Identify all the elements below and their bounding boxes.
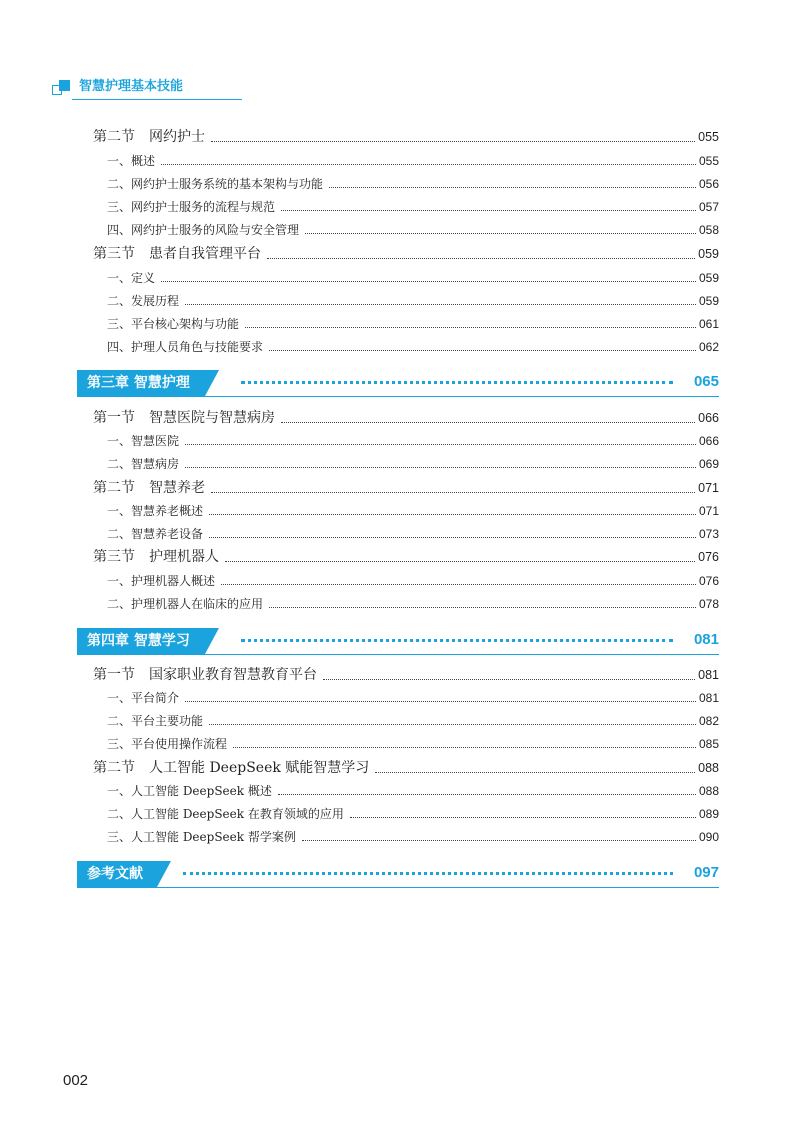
section-number: 第一节 [93,667,135,683]
page-number: 059 [698,247,719,261]
page-number: 082 [698,714,719,728]
dot-leader [209,514,696,515]
page-number: 073 [698,527,719,541]
toc-subsection-row[interactable] [107,221,719,239]
subsection-title: 二、网约护士服务系统的基本架构与功能 [107,177,324,191]
section-title: 护理机器人 [149,549,219,565]
dot-leader [245,327,696,328]
toc-subsection-row[interactable] [107,712,719,730]
page-number: 059 [698,271,719,285]
dot-leader [209,537,696,538]
toc-section-row[interactable] [93,665,719,685]
page-number: 088 [698,761,719,775]
page-number: 066 [698,434,719,448]
page-number: 081 [698,691,719,705]
dot-leader [269,607,696,608]
section-number: 第二节 [93,129,135,145]
toc-subsection-row[interactable] [107,735,719,753]
dot-leader [375,772,695,773]
section-title: 智慧养老 [149,480,205,496]
page-number: 085 [698,737,719,751]
page-number: 090 [698,830,719,844]
header-squares-icon [52,80,74,96]
dot-leader [323,679,695,680]
dot-leader [185,304,696,305]
page-number: 081 [698,668,719,682]
dot-leader [233,747,696,748]
section-number: 第三节 [93,549,135,565]
toc-subsection-row[interactable] [107,315,719,333]
chapter-dot-leader [241,381,673,384]
toc-section-row[interactable] [93,478,719,498]
references-page-number: 097 [693,864,719,881]
page-number: 069 [698,457,719,471]
page-number: 059 [698,294,719,308]
page-number: 088 [698,784,719,798]
chapter-title: 第四章 智慧学习 [77,628,205,654]
toc-subsection-row[interactable] [107,198,719,216]
subsection-title: 二、人工智能 DeepSeek 在教育领域的应用 [107,807,344,821]
toc-subsection-row[interactable] [107,152,719,170]
dot-leader [350,817,696,818]
dot-leader [329,187,696,188]
chapter-dot-leader [241,639,673,642]
dot-leader [185,444,696,445]
chapter-underline [77,654,719,655]
page-number: 061 [698,317,719,331]
chapter-page-number: 081 [693,631,719,648]
toc-section-row[interactable] [93,758,719,778]
toc-subsection-row[interactable] [107,572,719,590]
chapter-tab-arrow [157,861,171,887]
page-number: 078 [698,597,719,611]
section-number: 第三节 [93,246,135,262]
dot-leader [269,350,696,351]
dot-leader [221,584,696,585]
chapter-underline [77,887,719,888]
subsection-title: 四、网约护士服务的风险与安全管理 [107,223,300,237]
subsection-title: 二、平台主要功能 [107,714,204,728]
chapter-dot-leader [183,872,673,875]
toc-section-row[interactable] [93,408,719,428]
toc-subsection-row[interactable] [107,782,719,800]
toc-subsection-row[interactable] [107,455,719,473]
toc-subsection-row[interactable] [107,525,719,543]
chapter-page-number: 065 [693,373,719,390]
toc-section-row[interactable] [93,244,719,264]
subsection-title: 二、护理机器人在临床的应用 [107,597,264,611]
toc-subsection-row[interactable] [107,595,719,613]
subsection-title: 三、人工智能 DeepSeek 帮学案例 [107,830,296,844]
subsection-title: 四、护理人员角色与技能要求 [107,340,264,354]
toc-subsection-row[interactable] [107,292,719,310]
toc-section-row[interactable] [93,547,719,567]
toc-section-row[interactable] [93,127,719,147]
dot-leader [305,233,696,234]
toc-subsection-row[interactable] [107,828,719,846]
dot-leader [302,840,696,841]
section-title: 智慧医院与智慧病房 [149,410,275,426]
page-folio: 002 [63,1072,89,1089]
page-number: 066 [698,411,719,425]
dot-leader [281,422,695,423]
page-number: 057 [698,200,719,214]
toc-subsection-row[interactable] [107,269,719,287]
dot-leader [185,701,696,702]
section-title: 网约护士 [149,129,205,145]
subsection-title: 三、平台使用操作流程 [107,737,228,751]
dot-leader [211,492,695,493]
dot-leader [161,164,696,165]
subsection-title: 一、护理机器人概述 [107,574,216,588]
subsection-title: 一、平台简介 [107,691,180,705]
dot-leader [225,561,695,562]
toc-subsection-row[interactable] [107,502,719,520]
dot-leader [278,794,696,795]
subsection-title: 一、概述 [107,154,156,168]
subsection-title: 二、智慧养老设备 [107,527,204,541]
toc-subsection-row[interactable] [107,805,719,823]
references-title: 参考文献 [77,861,157,887]
dot-leader [211,141,695,142]
page-number: 076 [698,574,719,588]
section-title: 患者自我管理平台 [149,246,261,262]
subsection-title: 一、智慧养老概述 [107,504,204,518]
toc-subsection-row[interactable] [107,689,719,707]
subsection-title: 三、网约护士服务的流程与规范 [107,200,276,214]
section-number: 第二节 [93,480,135,496]
toc-subsection-row[interactable] [107,432,719,450]
dot-leader [281,210,696,211]
references-bar[interactable] [77,861,719,887]
subsection-title: 一、定义 [107,271,156,285]
page-number: 055 [698,130,719,144]
dot-leader [161,281,696,282]
page-number: 071 [698,481,719,495]
page-number: 071 [698,504,719,518]
subsection-title: 一、智慧医院 [107,434,180,448]
subsection-title: 二、发展历程 [107,294,180,308]
dot-leader [209,724,696,725]
toc-subsection-row[interactable] [107,175,719,193]
toc-subsection-row[interactable] [107,338,719,356]
page-number: 055 [698,154,719,168]
chapter-bar-4[interactable] [77,628,719,654]
running-header [52,78,202,100]
section-title: 国家职业教育智慧教育平台 [149,667,317,683]
chapter-title: 第三章 智慧护理 [77,370,205,396]
dot-leader [185,467,696,468]
page-number: 058 [698,223,719,237]
header-rule [72,99,242,100]
subsection-title: 三、平台核心架构与功能 [107,317,240,331]
page-number: 056 [698,177,719,191]
subsection-title: 一、人工智能 DeepSeek 概述 [107,784,272,798]
section-number: 第一节 [93,410,135,426]
page-number: 062 [698,340,719,354]
chapter-tab-arrow [205,628,219,654]
chapter-underline [77,396,719,397]
subsection-title: 二、智慧病房 [107,457,180,471]
chapter-bar-3[interactable] [77,370,719,396]
dot-leader [267,258,695,259]
running-header-title: 智慧护理基本技能 [79,79,184,94]
chapter-tab-arrow [205,370,219,396]
page-number: 076 [698,550,719,564]
section-number: 第二节 [93,760,135,776]
page-number: 089 [698,807,719,821]
section-title: 人工智能 DeepSeek 赋能智慧学习 [149,760,370,776]
